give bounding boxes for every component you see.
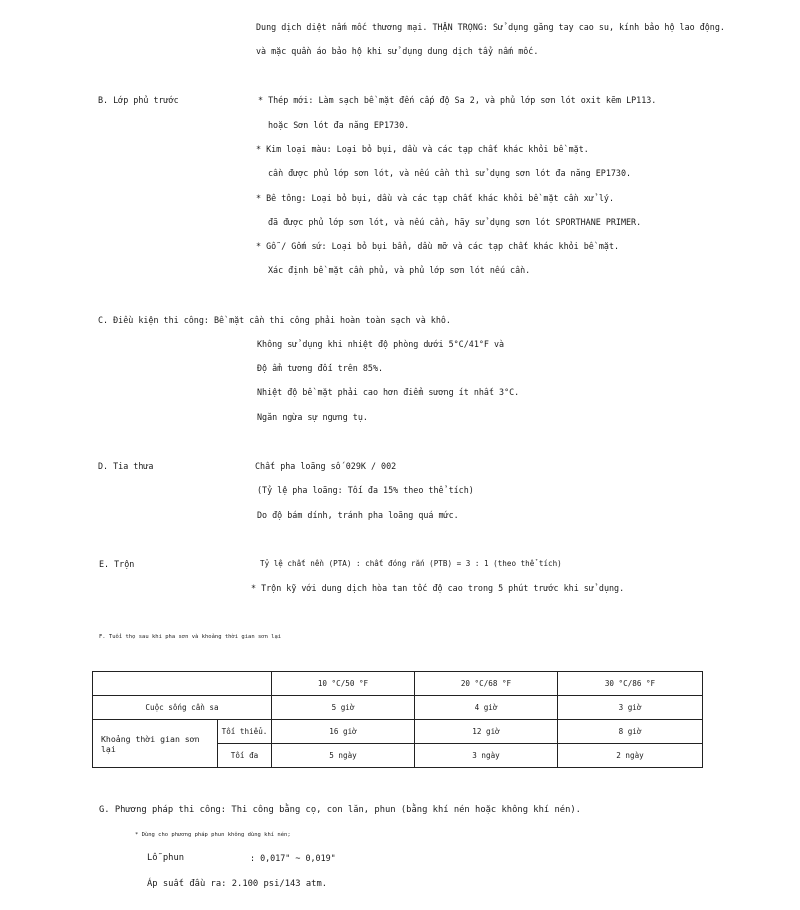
section-b-item: Xác định bề mặt cần phủ, và phủ lớp sơn lót nếu cần.: [268, 265, 531, 275]
recoat-interval-label: Khoảng thời gian sơn lại: [93, 720, 218, 768]
table-header-cell: 30 °C/86 °F: [558, 672, 703, 696]
section-e-heading: E. Trộn: [99, 559, 135, 569]
table-row-min: [93, 720, 703, 744]
section-b-item: đã được phủ lớp sơn lót, và nếu cần, hãy sử dụng sơn lót SPORTHANE PRIMER.: [268, 217, 642, 227]
section-c-item: Không sử dụng khi nhiệt độ phòng dưới 5°C/41°F và: [257, 339, 505, 349]
section-b-item: * Bê tông: Loại bỏ bụi, dầu và các tạp chất khác khỏi bề mặt cần xử lý.: [256, 193, 614, 203]
section-b-item: * Gỗ / Gốm sứ: Loại bỏ bụi bẩn, dầu mỡ và các tạp chất khác khỏi bề mặt.: [256, 241, 620, 251]
section-b-item: * Thép mới: Làm sạch bề mặt đến cấp độ Sa 2, và phủ lớp sơn lót oxit kẽm LP113.: [258, 95, 657, 105]
section-b-heading: B. Lớp phủ trước: [98, 95, 179, 105]
pot-life-table: [92, 671, 703, 768]
table-cell: 3 ngày: [415, 744, 558, 768]
section-c-item: Ngăn ngừa sự ngưng tụ.: [257, 412, 368, 422]
table-header-cell: 10 °C/50 °F: [272, 672, 415, 696]
nozzle-label: Lỗ phun: [147, 853, 185, 863]
table-row-pot-life: [93, 696, 703, 720]
table-cell: 5 ngày: [272, 744, 415, 768]
table-cell: 8 giờ: [558, 720, 703, 744]
intro-line-1: Dung dịch diệt nấm mốc thương mại. THẬN TRỌNG: Sử dụng găng tay cao su, kính bảo hộ lao động.: [256, 22, 725, 32]
section-d-item: Do độ bám dính, tránh pha loãng quá mức.: [257, 510, 459, 520]
section-e-item: Tỷ lệ chất nền (PTA) : chất đóng rắn (PTB) = 3 : 1 (theo thể tích): [260, 559, 562, 568]
nozzle-value: : 0,017" ~ 0,019": [250, 853, 336, 863]
section-d-item: (Tỷ lệ pha loãng: Tối đa 15% theo thể tích): [257, 485, 474, 495]
table-corner-cell: [93, 672, 272, 696]
output-pressure: Áp suất đầu ra: 2.100 psi/143 atm.: [147, 879, 328, 889]
intro-line-2: và mặc quần áo bảo hộ khi sử dụng dung dịch tẩy nấm mốc.: [256, 46, 539, 56]
table-cell: 4 giờ: [415, 696, 558, 720]
max-label: Tối đa: [218, 744, 272, 768]
section-b-item: hoặc Sơn lót đa năng EP1730.: [268, 120, 410, 130]
section-g-heading: G. Phương pháp thi công: Thi công bằng cọ, con lăn, phun (bằng khí nén hoặc không khí nén).: [99, 805, 581, 815]
min-label: Tối thiểu.: [218, 720, 272, 744]
section-c-item: Độ ẩm tương đối trên 85%.: [257, 363, 384, 373]
table-cell: 3 giờ: [558, 696, 703, 720]
section-b-item: cần được phủ lớp sơn lót, và nếu cần thì sử dụng sơn lót đa năng EP1730.: [268, 168, 632, 178]
section-g-note: * Dùng cho phương pháp phun không dùng khí nén;: [135, 832, 291, 838]
section-b-item: * Kim loại màu: Loại bỏ bụi, dầu và các tạp chất khác khỏi bề mặt.: [256, 144, 589, 154]
table-cell: 12 giờ: [415, 720, 558, 744]
table-cell: 5 giờ: [272, 696, 415, 720]
table-header-cell: 20 °C/68 °F: [415, 672, 558, 696]
pot-life-label: Cuộc sống cần sa: [93, 696, 272, 720]
section-d-heading: D. Tia thưa: [98, 461, 154, 471]
section-f-heading: F. Tuổi thọ sau khi pha sơn và khoảng thời gian sơn lại: [99, 634, 282, 640]
section-d-item: Chất pha loãng số 029K / 002: [255, 461, 397, 471]
table-header-row: [93, 672, 703, 696]
section-c-item: Nhiệt độ bề mặt phải cao hơn điểm sương ít nhất 3°C.: [257, 387, 520, 397]
section-c-heading: C. Điều kiện thi công: Bề mặt cần thi công phải hoàn toàn sạch và khô.: [98, 315, 451, 325]
section-e-item: * Trộn kỹ với dung dịch hòa tan tốc độ cao trong 5 phút trước khi sử dụng.: [251, 583, 625, 593]
table-cell: 2 ngày: [558, 744, 703, 768]
table-cell: 16 giờ: [272, 720, 415, 744]
